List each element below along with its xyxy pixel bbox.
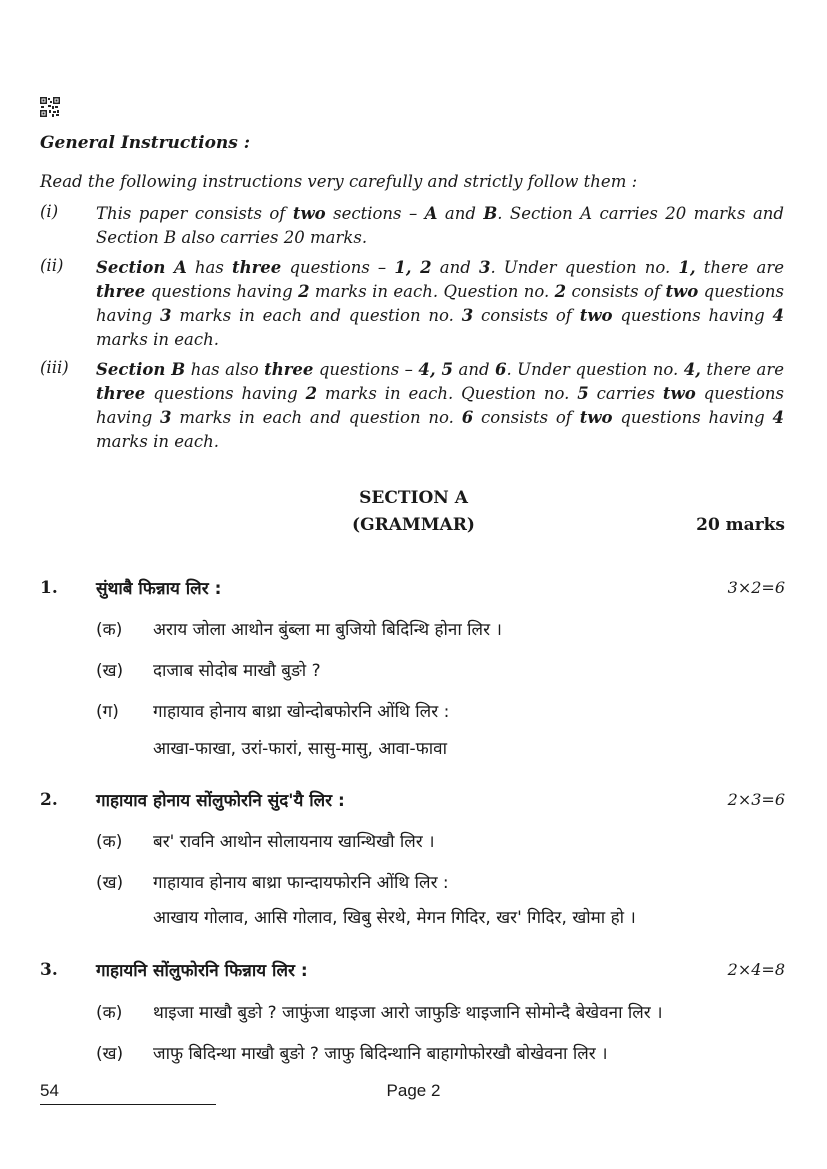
instruction-emphasis: two <box>579 306 613 325</box>
question-marks: 3×2=6 <box>727 578 785 597</box>
instruction-run: questions having <box>96 384 785 427</box>
instruction-run: . Section A carries 20 marks and Section B also carries 20 marks. <box>96 204 784 247</box>
paper-code: 54 <box>40 1081 59 1100</box>
sub-question-extra: आखा-फाखा, उरां-फारां, सासु-मासु, आवा-फावा <box>153 739 448 759</box>
instruction-emphasis: 6 <box>461 408 474 427</box>
instruction-run: consists of <box>473 306 580 325</box>
instruction-run: questions having <box>612 306 773 325</box>
question-number: 1. <box>40 578 58 598</box>
instruction-emphasis: A <box>424 204 438 223</box>
instruction-emphasis: 3 <box>461 306 474 325</box>
instruction-emphasis: Section B <box>96 360 186 379</box>
sub-question-text: गाहायाव होनाय बाथ्रा फान्दायफोरनि ओंथि लिर : <box>153 873 449 893</box>
instruction-emphasis: 1, <box>678 258 696 277</box>
instruction-emphasis: 1, 2 <box>394 258 432 277</box>
sub-question-label: (ग) <box>96 702 119 722</box>
instruction-text <box>96 256 784 352</box>
instruction-run: questions having <box>96 282 785 325</box>
instruction-run: marks in each. <box>96 432 219 451</box>
sub-question-label: (ख) <box>96 873 124 893</box>
instruction-run: This paper consists of <box>96 204 293 223</box>
instruction-emphasis: 3 <box>160 306 172 325</box>
instruction-run: and <box>431 258 479 277</box>
instruction-text <box>96 358 784 454</box>
sub-question-text: अराय जोला आथोन बुंब्ला मा बुजियो बिदिन्थि होना लिर । <box>153 620 502 640</box>
sub-question-label: (क) <box>96 832 123 852</box>
instruction-emphasis: 3 <box>160 408 172 427</box>
instruction-number: (ii) <box>40 256 64 275</box>
question-marks: 2×4=8 <box>727 960 785 979</box>
instruction-run: sections – <box>325 204 425 223</box>
instruction-emphasis: three <box>96 384 146 403</box>
instruction-emphasis: 4 <box>772 408 785 427</box>
instruction-run: consists of <box>473 408 580 427</box>
sub-question-text: जाफु बिदिन्था माखौ बुङो ? जाफु बिदिन्थानि बाहागोफोरखौ बोखेवना लिर । <box>153 1044 608 1064</box>
instruction-run: questions having <box>145 384 306 403</box>
instruction-run: marks in each and question no. <box>171 306 462 325</box>
instruction-emphasis: three <box>232 258 282 277</box>
instruction-emphasis: B <box>483 204 498 223</box>
instruction-emphasis: 2 <box>554 282 567 301</box>
instruction-emphasis: 2 <box>305 384 318 403</box>
instruction-run: marks in each. Question no. <box>309 282 555 301</box>
sub-question-text: थाइजा माखौ बुङो ? जाफुंजा थाइजा आरो जाफुङि थाइजानि सोमोन्दै बेखेवना लिर । <box>153 1003 663 1023</box>
instruction-emphasis: three <box>264 360 314 379</box>
instruction-run: and <box>437 204 484 223</box>
sub-question-label: (क) <box>96 1003 123 1023</box>
instruction-run: carries <box>588 384 663 403</box>
section-subtitle: (GRAMMAR) <box>352 515 475 535</box>
instruction-run: . Under question no. <box>490 258 679 277</box>
instruction-run: questions – <box>281 258 395 277</box>
sub-question-label: (ख) <box>96 1044 124 1064</box>
instruction-run: consists of <box>566 282 666 301</box>
question-marks: 2×3=6 <box>727 790 785 809</box>
page-number: Page 2 <box>386 1081 441 1100</box>
instruction-emphasis: 2 <box>298 282 310 301</box>
sub-question-label: (क) <box>96 620 123 640</box>
instruction-run: there are <box>700 360 784 379</box>
instruction-run: questions – <box>313 360 419 379</box>
instruction-emphasis: 4 <box>772 306 785 325</box>
question-number: 3. <box>40 960 58 980</box>
sub-question-label: (ख) <box>96 661 124 681</box>
sub-question-text: बर' रावनि आथोन सोलायनाय खान्थिखौ लिर । <box>153 832 435 852</box>
instruction-emphasis: two <box>662 384 696 403</box>
instruction-number: (iii) <box>40 358 69 377</box>
question-text: सुंथाबै फिन्नाय लिर : <box>96 579 222 599</box>
instruction-run: has <box>186 258 232 277</box>
instruction-number: (i) <box>40 202 59 221</box>
footer-divider <box>40 1104 216 1105</box>
sub-question-text: दाजाब सोदोब माखौ बुङो ? <box>153 661 321 681</box>
instruction-emphasis: 3 <box>478 258 491 277</box>
instruction-run: marks in each. <box>96 330 219 349</box>
instruction-emphasis: 4, <box>683 360 701 379</box>
sub-question-extra: आखाय गोलाव, आसि गोलाव, खिबु सेरथे, मेगन गिदिर, खर' गिदिर, खोमा हो । <box>153 908 636 928</box>
instruction-text <box>96 202 784 250</box>
instruction-run: questions having <box>145 282 299 301</box>
sub-question-text: गाहायाव होनाय बाथ्रा खोन्दोबफोरनि ओंथि लिर : <box>153 702 450 722</box>
instruction-run: . Under question no. <box>506 360 684 379</box>
instruction-run: marks in each. Question no. <box>317 384 578 403</box>
question-number: 2. <box>40 790 58 810</box>
general-instructions-title: General Instructions : <box>40 133 251 153</box>
instruction-emphasis: two <box>665 282 699 301</box>
instruction-emphasis: 6 <box>494 360 507 379</box>
section-title: SECTION A <box>359 488 468 508</box>
instruction-emphasis: Section A <box>96 258 187 277</box>
instruction-emphasis: 5 <box>577 384 589 403</box>
instruction-emphasis: two <box>292 204 326 223</box>
instruction-emphasis: three <box>96 282 146 301</box>
instruction-run: questions having <box>612 408 773 427</box>
question-text: गाहायनि सोंलुफोरनि फिन्नाय लिर : <box>96 961 308 981</box>
qr-code-icon <box>40 97 60 117</box>
instruction-emphasis: 4, 5 <box>418 360 454 379</box>
section-marks: 20 marks <box>696 515 785 535</box>
instruction-emphasis: two <box>579 408 613 427</box>
instructions-intro: Read the following instructions very carefully and strictly follow them : <box>40 172 638 191</box>
instruction-run: marks in each and question no. <box>171 408 462 427</box>
question-text: गाहायाव होनाय सोंलुफोरनि सुंद'यै लिर : <box>96 791 345 811</box>
instruction-run: there are <box>695 258 785 277</box>
instruction-run: and <box>453 360 495 379</box>
instruction-run: has also <box>185 360 265 379</box>
